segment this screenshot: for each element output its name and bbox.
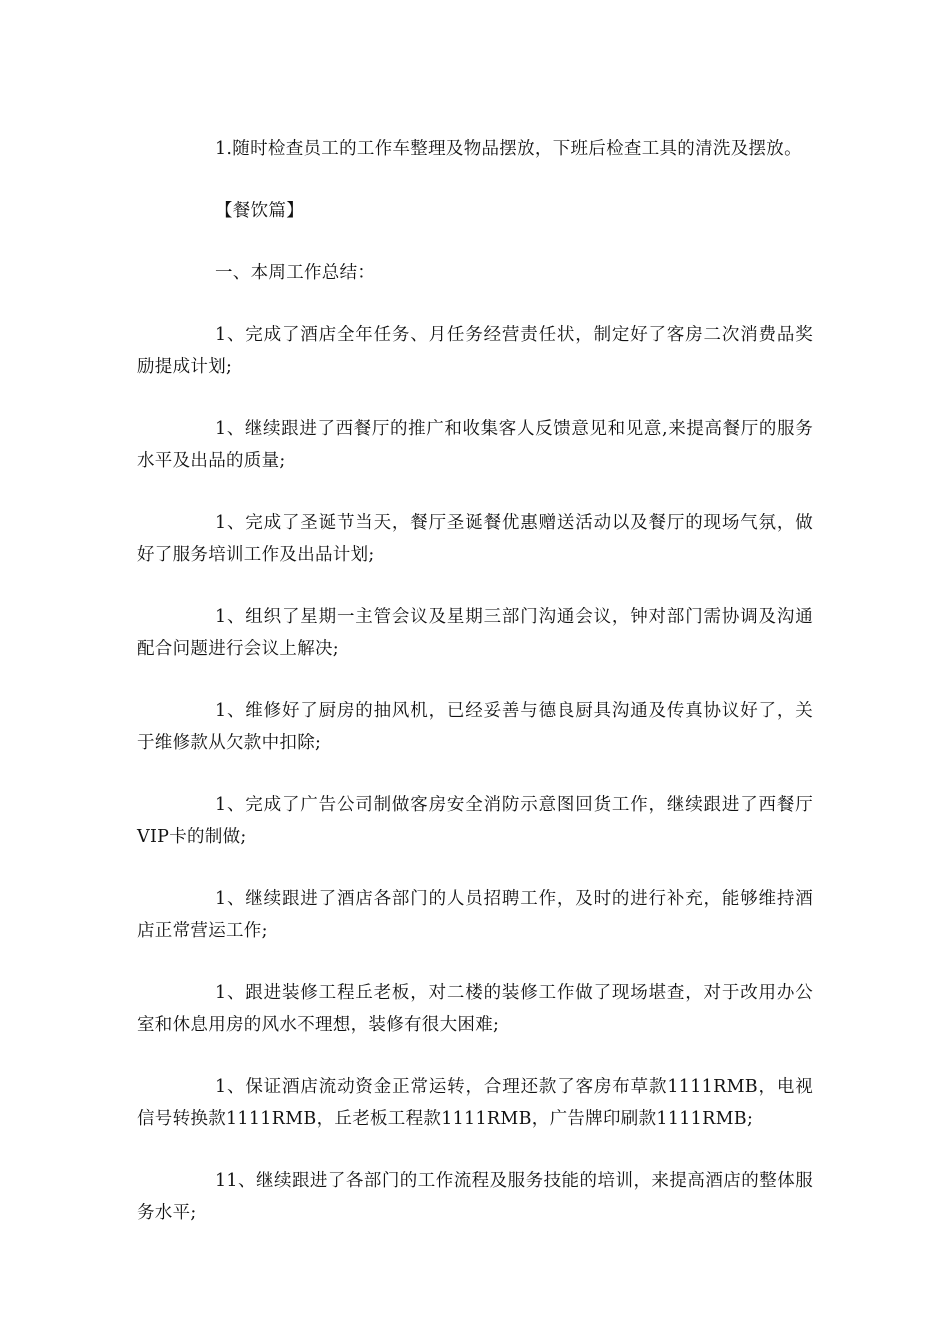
paragraph-gap <box>137 665 813 695</box>
paragraph-gap <box>137 571 813 601</box>
summary-item: 1、完成了酒店全年任务、月任务经营责任状，制定好了客房二次消费品奖励提成计划; <box>137 325 813 377</box>
document-body <box>137 133 813 1229</box>
paragraph-gap <box>137 227 813 257</box>
paragraph-gap <box>137 383 813 413</box>
section-heading-catering: 【餐饮篇】 <box>215 201 304 221</box>
paragraph-gap <box>137 759 813 789</box>
summary-item: 11、继续跟进了各部门的工作流程及服务技能的培训，来提高酒店的整体服务水平; <box>137 1171 813 1223</box>
paragraph-gap <box>137 1135 813 1165</box>
paragraph-inspection: 1.随时检查员工的工作车整理及物品摆放，下班后检查工具的清洗及摆放。 <box>215 139 802 159</box>
paragraph-gap <box>137 853 813 883</box>
paragraph-gap <box>137 947 813 977</box>
paragraph-gap <box>137 1041 813 1071</box>
summary-item: 1、保证酒店流动资金正常运转，合理还款了客房布草款1111RMB，电视信号转换款1111RMB，丘老板工程款1111RMB，广告牌印刷款1111RMB; <box>137 1077 813 1129</box>
paragraph-gap <box>137 289 813 319</box>
subheading-weekly-summary: 一、本周工作总结： <box>215 263 376 283</box>
paragraph-gap <box>137 165 813 195</box>
summary-item: 1、组织了星期一主管会议及星期三部门沟通会议，钟对部门需协调及沟通配合问题进行会议上解决; <box>137 607 813 659</box>
summary-item: 1、完成了广告公司制做客房安全消防示意图回货工作，继续跟进了西餐厅VIP卡的制做; <box>137 795 813 847</box>
summary-item: 1、完成了圣诞节当天，餐厅圣诞餐优惠赠送活动以及餐厅的现场气氛，做好了服务培训工作及出品计划; <box>137 513 813 565</box>
paragraph-gap <box>137 477 813 507</box>
summary-item: 1、继续跟进了西餐厅的推广和收集客人反馈意见和见意,来提高餐厅的服务水平及出品的质量; <box>137 419 813 471</box>
summary-item: 1、维修好了厨房的抽风机，已经妥善与德良厨具沟通及传真协议好了，关于维修款从欠款中扣除; <box>137 701 813 753</box>
summary-item: 1、继续跟进了酒店各部门的人员招聘工作，及时的进行补充，能够维持酒店正常营运工作; <box>137 889 813 941</box>
summary-item: 1、跟进装修工程丘老板，对二楼的装修工作做了现场堪查，对于改用办公室和休息用房的风水不理想，装修有很大困难; <box>137 983 813 1035</box>
